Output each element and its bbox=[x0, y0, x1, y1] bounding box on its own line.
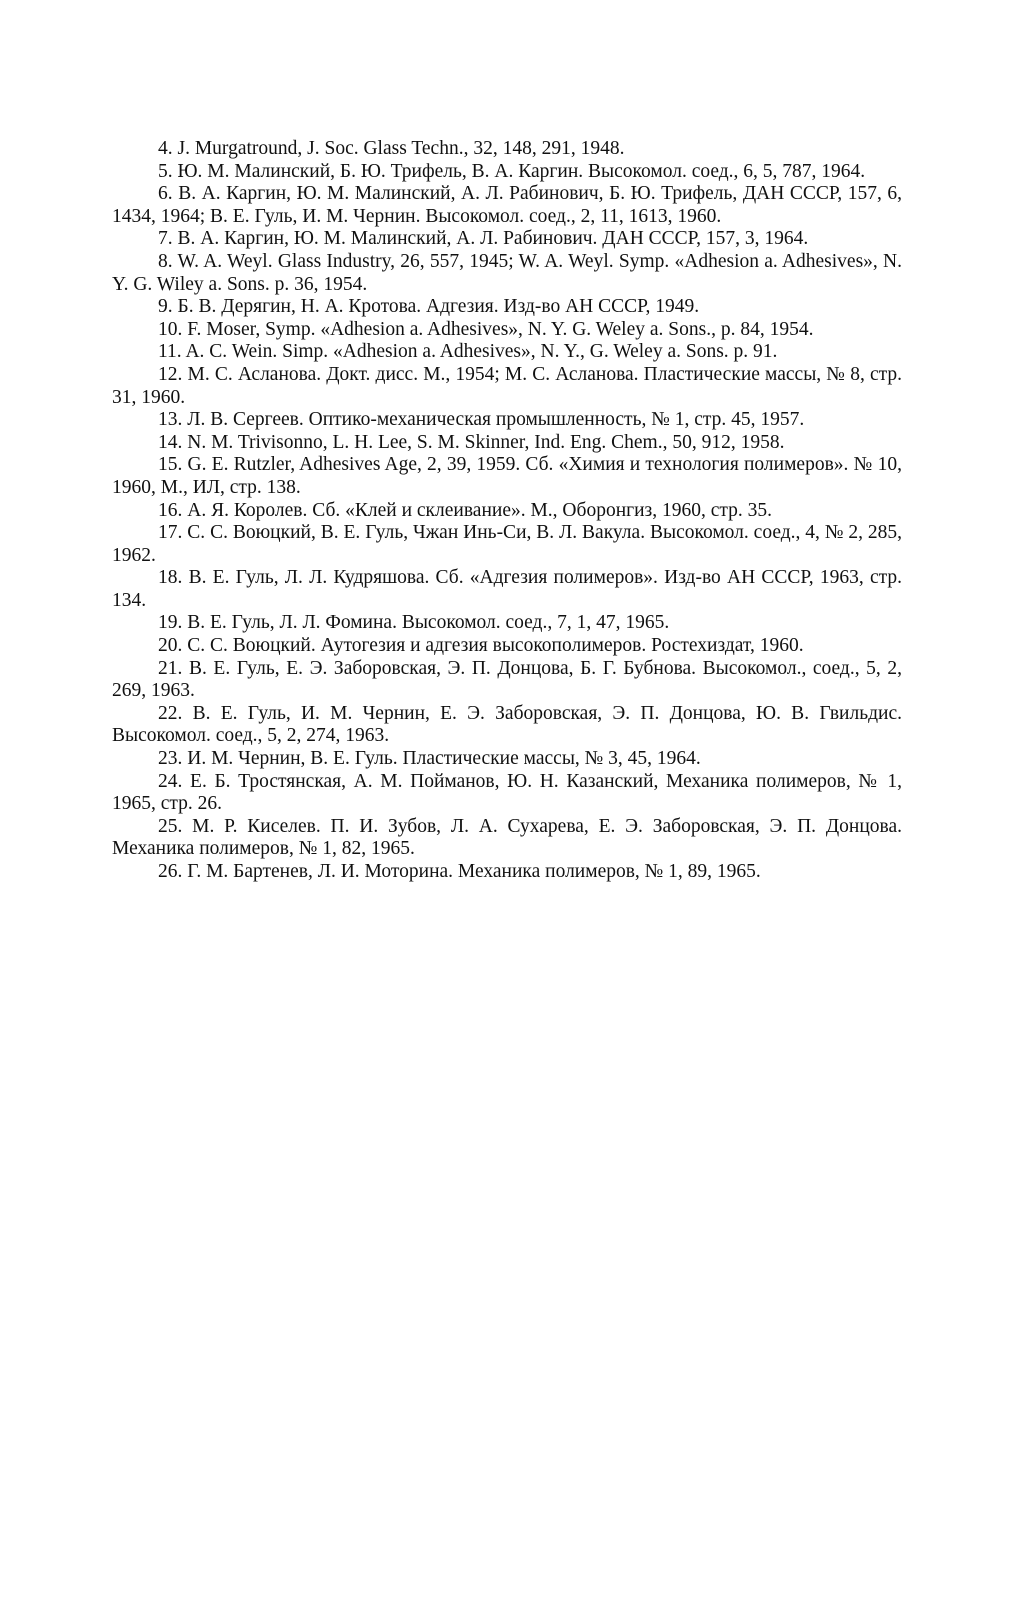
reference-text: В. Е. Гуль, Л. Л. Фомина. Высокомол. соед., 7, 1, 47, 1965. bbox=[187, 612, 670, 634]
reference-text: Г. М. Бартенев, Л. И. Моторина. Механика полимеров, № 1, 89, 1965. bbox=[187, 861, 761, 882]
reference-text: М. С. Асланова. Докт. дисс. М., 1954; М. С. Асланова. Пластические массы, № 8, стр. 31, 1960. bbox=[112, 363, 903, 408]
reference-text: С. С. Воюцкий. Аутогезия и адгезия высокополимеров. Ростехиздат, 1960. bbox=[187, 635, 804, 657]
reference-text: W. A. Weyl. Glass Industry, 26, 557, 1945; W. A. Weyl. Symp. «Adhesion a. Adhesives», N. Y. G. Wiley a. Sons. p. 36, 1954. bbox=[112, 250, 902, 295]
reference-item bbox=[112, 183, 902, 228]
reference-text: Б. В. Дерягин, Н. А. Кротова. Адгезия. Изд-во АН СССР, 1949. bbox=[177, 296, 700, 318]
reference-text: В. А. Каргин, Ю. М. Малинский, А. Л. Рабинович. ДАН СССР, 157, 3, 1964. bbox=[177, 228, 809, 250]
reference-item bbox=[112, 161, 902, 184]
reference-text: И. М. Чернин, В. Е. Гуль. Пластические массы, № 3, 45, 1964. bbox=[187, 748, 701, 770]
reference-number: 4. bbox=[158, 138, 173, 159]
reference-number: 16. bbox=[158, 499, 183, 521]
reference-number: 21. bbox=[158, 657, 183, 679]
reference-text: Л. В. Сергеев. Оптико-механическая промышленность, № 1, стр. 45, 1957. bbox=[187, 409, 805, 431]
reference-item bbox=[112, 296, 902, 319]
reference-number: 5. bbox=[158, 160, 173, 182]
reference-number: 24. bbox=[158, 770, 183, 792]
reference-number: 25. bbox=[158, 815, 183, 837]
reference-item bbox=[112, 432, 902, 455]
reference-text: F. Moser, Symp. «Adhesion a. Adhesives», N. Y. G. Weley a. Sons., p. 84, 1954. bbox=[187, 318, 814, 340]
reference-number: 22. bbox=[158, 702, 183, 724]
reference-text: В. А. Каргин, Ю. М. Малинский, А. Л. Рабинович, Б. Ю. Трифель, ДАН СССР, 157, 6, 1434, 1964; В. Е. Гуль, И. М. Чернин. Высокомол. соед., 2, 11, 1613, 1960. bbox=[112, 183, 903, 227]
reference-text: А. Я. Королев. Сб. «Клей и склеивание». М., Оборонгиз, 1960, стр. 35. bbox=[187, 499, 773, 521]
reference-number: 18. bbox=[158, 567, 183, 589]
reference-number: 6. bbox=[158, 183, 173, 205]
reference-item bbox=[112, 319, 902, 342]
reference-item bbox=[112, 409, 902, 432]
reference-number: 23. bbox=[158, 748, 183, 770]
reference-item bbox=[112, 703, 902, 748]
reference-text: В. Е. Гуль, И. М. Чернин, Е. Э. Заборовская, Э. П. Донцова, Ю. В. Гвильдис. Высокомол. соед., 5, 2, 274, 1963. bbox=[112, 702, 903, 747]
reference-text: М. Р. Киселев. П. И. Зубов, Л. А. Сухарева, Е. Э. Заборовская, Э. П. Донцова. Механика полимеров, № 1, 82, 1965. bbox=[112, 815, 902, 860]
reference-number: 19. bbox=[158, 612, 183, 634]
reference-item bbox=[112, 816, 902, 861]
reference-item bbox=[112, 748, 902, 771]
reference-number: 20. bbox=[158, 635, 183, 657]
reference-item bbox=[112, 228, 902, 251]
reference-number: 17. bbox=[158, 522, 183, 544]
reference-item bbox=[112, 500, 902, 523]
reference-number: 15. bbox=[158, 454, 183, 476]
reference-number: 26. bbox=[158, 861, 183, 882]
reference-number: 9. bbox=[158, 296, 173, 318]
reference-item bbox=[112, 522, 902, 567]
reference-text: G. E. Rutzler, Adhesives Age, 2, 39, 1959. Сб. «Химия и технология полимеров». № 10, 1960, М., ИЛ, стр. 138. bbox=[112, 454, 903, 498]
reference-item bbox=[112, 454, 902, 499]
reference-item bbox=[112, 635, 902, 658]
reference-item bbox=[112, 341, 902, 364]
reference-text: Ю. М. Малинский, Б. Ю. Трифель, В. А. Каргин. Высокомол. соед., 6, 5, 787, 1964. bbox=[177, 160, 866, 182]
reference-number: 7. bbox=[158, 228, 173, 250]
reference-item bbox=[112, 771, 902, 816]
reference-item bbox=[112, 364, 902, 409]
reference-item bbox=[112, 138, 902, 161]
reference-number: 8. bbox=[158, 250, 173, 272]
reference-item bbox=[112, 612, 902, 635]
reference-text: В. Е. Гуль, Е. Э. Заборовская, Э. П. Донцова, Б. Г. Бубнова. Высокомол., соед., 5, 2, 269, 1963. bbox=[112, 657, 902, 702]
reference-text: J. Murgatround, J. Soc. Glass Techn., 32, 148, 291, 1948. bbox=[177, 138, 625, 159]
reference-text: С. С. Воюцкий, В. Е. Гуль, Чжан Инь-Си, В. Л. Вакула. Высокомол. соед., 4, № 2, 285, 1962. bbox=[112, 522, 903, 566]
reference-item bbox=[112, 251, 902, 296]
reference-item bbox=[112, 567, 902, 612]
reference-number: 13. bbox=[158, 409, 183, 431]
reference-number: 14. bbox=[158, 431, 183, 453]
reference-number: 11. bbox=[158, 341, 182, 363]
reference-text: N. M. Trivisonno, L. H. Lee, S. M. Skinner, Ind. Eng. Chem., 50, 912, 1958. bbox=[187, 431, 785, 453]
reference-number: 10. bbox=[158, 318, 183, 340]
reference-item bbox=[112, 861, 902, 884]
reference-item bbox=[112, 658, 902, 703]
reference-list bbox=[112, 138, 902, 884]
reference-text: Е. Б. Тростянская, А. М. Пойманов, Ю. Н. Казанский, Механика полимеров, № 1, 1965, стр. 26. bbox=[112, 770, 903, 815]
reference-text: A. C. Wein. Simp. «Adhesion a. Adhesives», N. Y., G. Weley a. Sons. p. 91. bbox=[185, 341, 778, 363]
reference-text: В. Е. Гуль, Л. Л. Кудряшова. Сб. «Адгезия полимеров». Изд-во АН СССР, 1963, стр. 134. bbox=[112, 567, 902, 611]
reference-number: 12. bbox=[158, 363, 183, 385]
